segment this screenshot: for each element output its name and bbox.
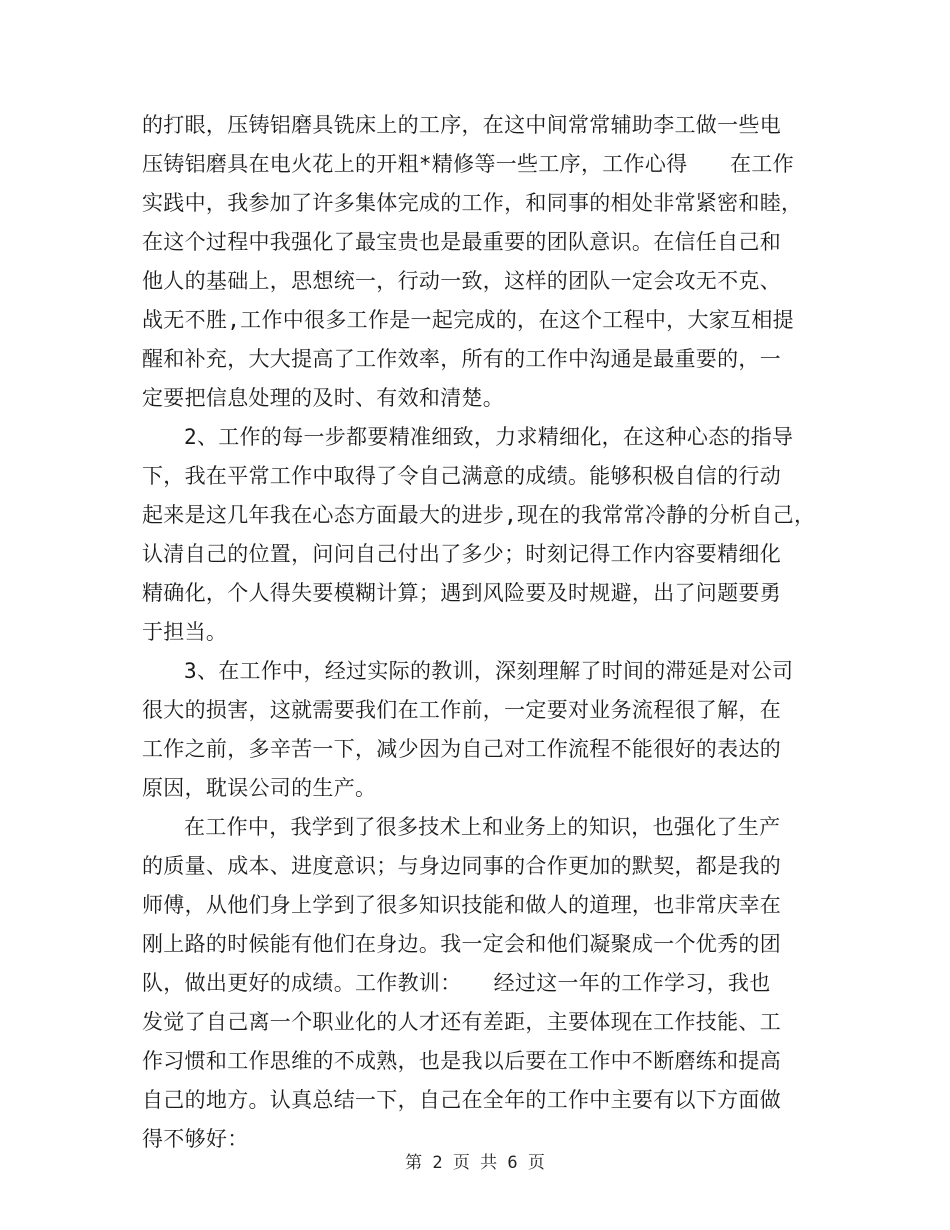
text-line: 工作之前，多辛苦一下，减少因为自己对工作流程不能很好的表达的	[142, 737, 781, 761]
text-line: 认清自己的位置，问问自己付出了多少；时刻记得工作内容要精细化	[142, 542, 781, 566]
text-line: 起来是这几年我在心态方面最大的进步,现在的我常常冷静的分析自己，	[142, 503, 816, 527]
page-number-footer: 第 2 页 共 6 页	[405, 1153, 545, 1173]
text-line: 得不够好：	[142, 1127, 249, 1151]
text-line: 醒和补充，大大提高了工作效率，所有的工作中沟通是最重要的，一	[142, 347, 781, 371]
text-line: 的打眼，压铸铝磨具铣床上的工序，在这中间常常辅助李工做一些电	[142, 113, 781, 137]
text-line: 在这个过程中我强化了最宝贵也是最重要的团队意识。在信任自己和	[142, 230, 781, 254]
text-line: 精确化，个人得失要模糊计算；遇到风险要及时规避，出了问题要勇	[142, 581, 781, 605]
text-line: 压铸铝磨具在电火花上的开粗*精修等一些工序，工作心得 在工作	[142, 152, 794, 176]
paragraph-start-line: 2、工作的每一步都要精准细致，力求精细化，在这种心态的指导	[184, 425, 794, 449]
text-line: 作习惯和工作思维的不成熟，也是我以后要在工作中不断磨练和提高	[142, 1049, 781, 1073]
text-line: 的质量、成本、进度意识；与身边同事的合作更加的默契，都是我的	[142, 854, 781, 878]
text-line: 下，我在平常工作中取得了令自己满意的成绩。能够积极自信的行动	[142, 464, 781, 488]
text-line: 很大的损害，这就需要我们在工作前，一定要对业务流程很了解，在	[142, 698, 781, 722]
text-line: 自己的地方。认真总结一下，自己在全年的工作中主要有以下方面做	[142, 1088, 781, 1112]
text-line: 实践中，我参加了许多集体完成的工作，和同事的相处非常紧密和睦，	[142, 191, 803, 215]
text-line: 师傅，从他们身上学到了很多知识技能和做人的道理，也非常庆幸在	[142, 893, 781, 917]
text-line: 队，做出更好的成绩。工作教训： 经过这一年的工作学习，我也	[142, 971, 771, 995]
body-text	[142, 106, 822, 1159]
text-line: 于担当。	[142, 620, 228, 644]
paragraph-start-line: 在工作中，我学到了很多技术上和业务上的知识，也强化了生产	[184, 815, 781, 839]
text-line: 原因，耽误公司的生产。	[142, 776, 377, 800]
text-line: 战无不胜,工作中很多工作是一起完成的，在这个工程中，大家互相提	[142, 308, 794, 332]
paragraph-start-line: 3、在工作中，经过实际的教训，深刻理解了时间的滞延是对公司	[184, 659, 794, 683]
text-line: 刚上路的时候能有他们在身边。我一定会和他们凝聚成一个优秀的团	[142, 932, 781, 956]
text-line: 发觉了自己离一个职业化的人才还有差距，主要体现在工作技能、工	[142, 1010, 781, 1034]
text-line: 定要把信息处理的及时、有效和清楚。	[142, 386, 505, 410]
text-line: 他人的基础上，思想统一，行动一致，这样的团队一定会攻无不克、	[142, 269, 781, 293]
